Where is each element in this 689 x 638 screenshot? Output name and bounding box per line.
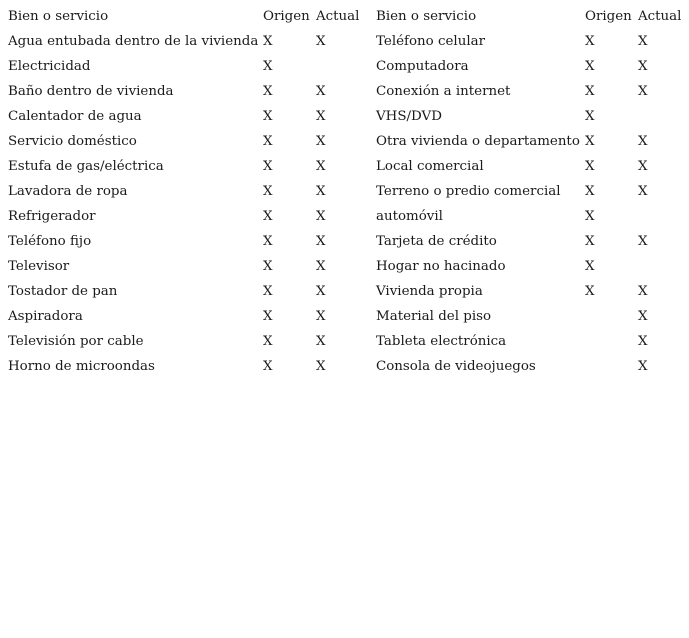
origin-mark: X — [585, 184, 595, 199]
table-row — [376, 154, 686, 179]
item-cell: Refrigerador — [8, 209, 96, 224]
column-header-origin: Origen — [263, 9, 310, 24]
current-mark: X — [316, 259, 326, 274]
current-mark: X — [638, 359, 648, 374]
table-row — [8, 304, 368, 329]
column-header-origin: Origen — [585, 9, 632, 24]
current-mark: X — [316, 334, 326, 349]
item-cell: Servicio doméstico — [8, 134, 137, 149]
origin-mark: X — [585, 134, 595, 149]
column-header-item: Bien o servicio — [376, 9, 477, 24]
item-cell: Teléfono celular — [376, 34, 485, 49]
table-row — [376, 79, 686, 104]
table-row — [8, 54, 368, 79]
item-cell: Agua entubada dentro de la vivienda — [8, 34, 259, 49]
origin-mark: X — [585, 34, 595, 49]
current-mark — [638, 104, 686, 129]
item-cell: Conexión a internet — [376, 84, 511, 99]
current-mark: X — [638, 184, 648, 199]
item-cell: Televisor — [8, 259, 70, 274]
table-row — [376, 279, 686, 304]
origin-mark: X — [263, 234, 273, 249]
item-cell: Televisión por cable — [8, 334, 144, 349]
item-cell: Teléfono fijo — [8, 234, 92, 249]
item-cell: Hogar no hacinado — [376, 259, 506, 274]
origin-mark: X — [585, 84, 595, 99]
table-row — [376, 304, 686, 329]
current-mark: X — [316, 159, 326, 174]
origin-mark: X — [263, 134, 273, 149]
table-row — [8, 129, 368, 154]
item-cell: Lavadora de ropa — [8, 184, 128, 199]
origin-mark: X — [263, 59, 273, 74]
item-cell: Local comercial — [376, 159, 484, 174]
current-mark: X — [638, 34, 648, 49]
origin-mark: X — [263, 284, 273, 299]
table-row — [376, 254, 686, 279]
origin-mark: X — [585, 259, 595, 274]
item-cell: Computadora — [376, 59, 469, 74]
origin-mark: X — [263, 309, 273, 324]
origin-mark: X — [263, 359, 273, 374]
origin-mark: X — [585, 159, 595, 174]
current-mark: X — [316, 359, 326, 374]
table-body-right — [376, 29, 686, 379]
current-mark: X — [638, 334, 648, 349]
item-cell: Tarjeta de crédito — [376, 234, 497, 249]
table-row — [8, 179, 368, 204]
column-header-item: Bien o servicio — [8, 9, 109, 24]
item-cell: Terreno o predio comercial — [376, 184, 561, 199]
origin-mark: X — [263, 34, 273, 49]
item-cell: Electricidad — [8, 59, 91, 74]
current-mark — [638, 204, 686, 229]
current-mark: X — [316, 134, 326, 149]
origin-mark: X — [263, 209, 273, 224]
item-cell: Calentador de agua — [8, 109, 142, 124]
current-mark: X — [638, 234, 648, 249]
table-row — [376, 229, 686, 254]
origin-mark: X — [585, 284, 595, 299]
current-mark: X — [316, 209, 326, 224]
table-body-left — [8, 29, 368, 379]
item-cell: Otra vivienda o departamento — [376, 134, 580, 149]
column-header-current: Actual — [316, 9, 360, 24]
current-mark: X — [316, 184, 326, 199]
table-row — [8, 229, 368, 254]
item-cell: Vivienda propia — [376, 284, 483, 299]
item-cell: Baño dentro de vivienda — [8, 84, 174, 99]
origin-mark: X — [585, 109, 595, 124]
item-cell: automóvil — [376, 209, 443, 224]
item-cell: Consola de videojuegos — [376, 359, 536, 374]
origin-mark — [585, 304, 638, 329]
origin-mark: X — [263, 84, 273, 99]
origin-mark — [585, 329, 638, 354]
table-row — [376, 29, 686, 54]
item-cell: Tableta electrónica — [376, 334, 507, 349]
table-row — [376, 329, 686, 354]
origin-mark: X — [263, 109, 273, 124]
current-mark: X — [316, 84, 326, 99]
current-mark: X — [638, 59, 648, 74]
table-row — [376, 54, 686, 79]
header-row — [8, 4, 368, 29]
current-mark: X — [638, 309, 648, 324]
current-mark: X — [638, 159, 648, 174]
table-row — [8, 279, 368, 304]
item-cell: VHS/DVD — [376, 109, 442, 124]
table-row — [376, 104, 686, 129]
item-cell: Estufa de gas/eléctrica — [8, 159, 164, 174]
current-mark — [638, 254, 686, 279]
table-row — [8, 254, 368, 279]
item-cell: Horno de microondas — [8, 359, 155, 374]
current-mark: X — [316, 309, 326, 324]
current-mark: X — [316, 34, 326, 49]
origin-mark: X — [585, 234, 595, 249]
goods-table-right — [376, 4, 686, 379]
table-row — [376, 204, 686, 229]
current-mark — [316, 54, 368, 79]
table-row — [8, 329, 368, 354]
origin-mark — [585, 354, 638, 379]
item-cell: Aspiradora — [8, 309, 83, 324]
origin-mark: X — [585, 59, 595, 74]
table-row — [8, 204, 368, 229]
table-row — [376, 129, 686, 154]
origin-mark: X — [263, 334, 273, 349]
item-cell: Material del piso — [376, 309, 492, 324]
table-row — [8, 104, 368, 129]
table-row — [376, 354, 686, 379]
goods-table-left — [8, 4, 368, 379]
current-mark: X — [316, 284, 326, 299]
table-row — [8, 79, 368, 104]
origin-mark: X — [263, 184, 273, 199]
table-row — [8, 354, 368, 379]
column-header-current: Actual — [638, 9, 682, 24]
current-mark: X — [638, 134, 648, 149]
origin-mark: X — [585, 209, 595, 224]
item-cell: Tostador de pan — [8, 284, 118, 299]
table-row — [8, 154, 368, 179]
current-mark: X — [638, 84, 648, 99]
table-row — [8, 29, 368, 54]
header-row — [376, 4, 686, 29]
origin-mark: X — [263, 159, 273, 174]
current-mark: X — [316, 234, 326, 249]
origin-mark: X — [263, 259, 273, 274]
table-row — [376, 179, 686, 204]
current-mark: X — [316, 109, 326, 124]
current-mark: X — [638, 284, 648, 299]
